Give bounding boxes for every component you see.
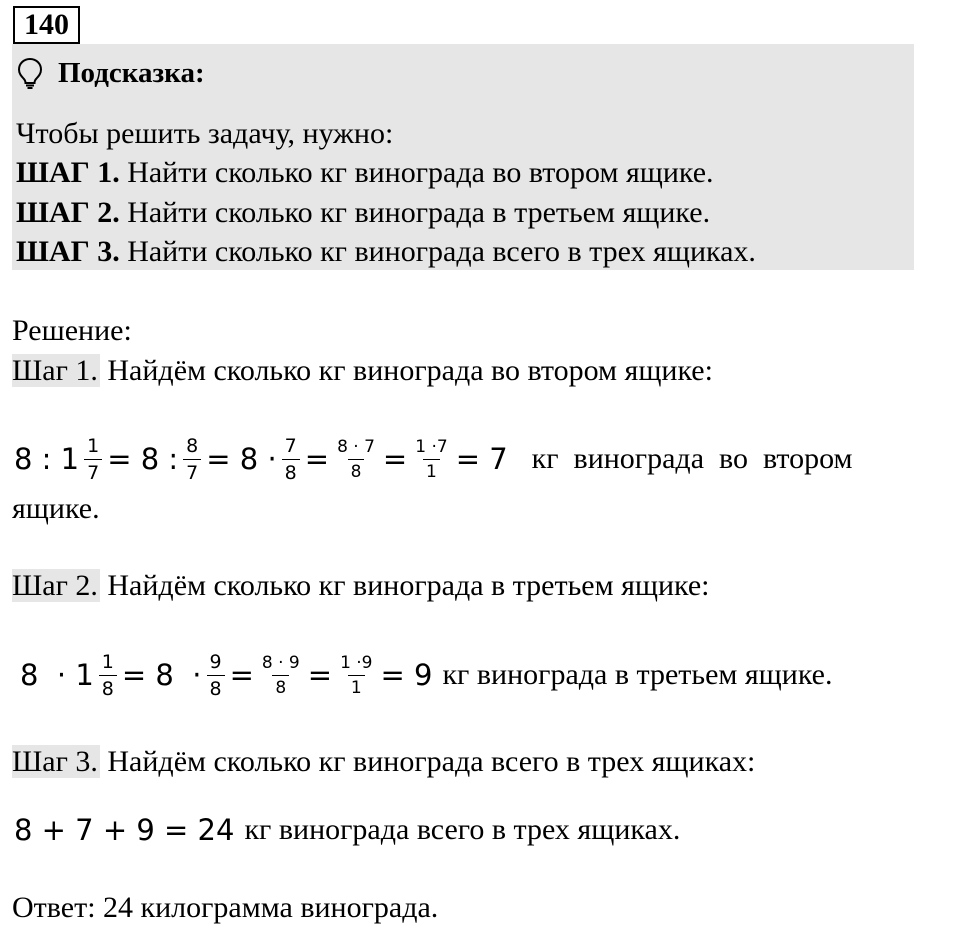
step-text: Найдём сколько кг винограда всего в трех ящиках: <box>107 745 756 778</box>
problem-number: 140 <box>13 6 80 44</box>
hint-step-label: ШАГ 2. <box>16 196 120 229</box>
math-term: 8 : 1 <box>14 442 80 476</box>
math-term: 8 + 7 + 9 = 24 <box>14 813 235 847</box>
solution-step-1 <box>12 352 713 390</box>
hint-step-text: Найти сколько кг винограда всего в трех ящиках. <box>127 235 756 268</box>
fraction: $\frac{9}{8}$ <box>207 651 225 700</box>
hint-step-3 <box>16 233 756 271</box>
equation-step-3 <box>12 794 680 866</box>
equation-tail-text: кг винограда всего в трех ящиках. <box>244 813 681 846</box>
math-term: = <box>382 442 408 476</box>
math-term: = 8 : <box>107 442 179 476</box>
lightbulb-icon <box>17 57 43 89</box>
math-term: = <box>229 658 254 692</box>
math-term: = 8 · <box>206 442 277 476</box>
solution-step-3 <box>12 743 755 781</box>
step-label: Шаг 1. <box>12 354 98 387</box>
answer-text: Ответ: 24 килограмма винограда. <box>12 891 439 924</box>
step-text: Найдём сколько кг винограда в третьем ящике: <box>107 569 710 602</box>
equation-step-2 <box>18 639 832 711</box>
math-term: = 8 · <box>121 658 202 692</box>
math-term: = 7 <box>455 442 508 476</box>
hint-intro: Чтобы решить задачу, нужно: <box>16 117 394 150</box>
hint-step-label: ШАГ 1. <box>16 156 120 189</box>
hint-title-text: Подсказка: <box>58 57 205 89</box>
math-term: = <box>304 442 330 476</box>
hint-step-1 <box>16 154 714 192</box>
math-term: = <box>307 658 333 692</box>
step-text: Найдём сколько кг винограда во втором ящике: <box>107 354 713 387</box>
fraction: $\frac{7}{8}$ <box>282 435 300 484</box>
fraction: $\frac{1 \cdot 7}{1}$ <box>415 436 448 482</box>
hint-title <box>17 55 205 91</box>
hint-step-2 <box>16 194 710 232</box>
equation-step-1 <box>12 423 853 495</box>
equation-wrap-text: ящике. <box>12 492 100 525</box>
solution-heading: Решение: <box>12 314 132 347</box>
hint-step-text: Найти сколько кг винограда в третьем ящике. <box>127 196 711 229</box>
fraction: $\frac{8}{7}$ <box>183 435 201 484</box>
fraction: $\frac{1}{7}$ <box>84 435 102 484</box>
equation-tail-text: кг винограда во втором <box>531 442 853 475</box>
hint-step-label: ШАГ 3. <box>16 235 120 268</box>
fraction: $\frac{1}{8}$ <box>99 651 117 700</box>
step-label: Шаг 3. <box>12 745 98 778</box>
step-label: Шаг 2. <box>12 569 98 602</box>
fraction: $\frac{8 \cdot 7}{8}$ <box>337 436 375 482</box>
fraction: $\frac{8 \cdot 9}{8}$ <box>261 652 300 698</box>
fraction: $\frac{1 \cdot 9}{1}$ <box>340 652 373 698</box>
hint-step-text: Найти сколько кг винограда во втором ящике. <box>127 156 714 189</box>
solution-step-2 <box>12 567 710 605</box>
math-term: = 9 <box>380 658 433 692</box>
math-term: 8 · 1 <box>20 658 94 692</box>
equation-tail-text: кг винограда в третьем ящике. <box>442 658 833 691</box>
